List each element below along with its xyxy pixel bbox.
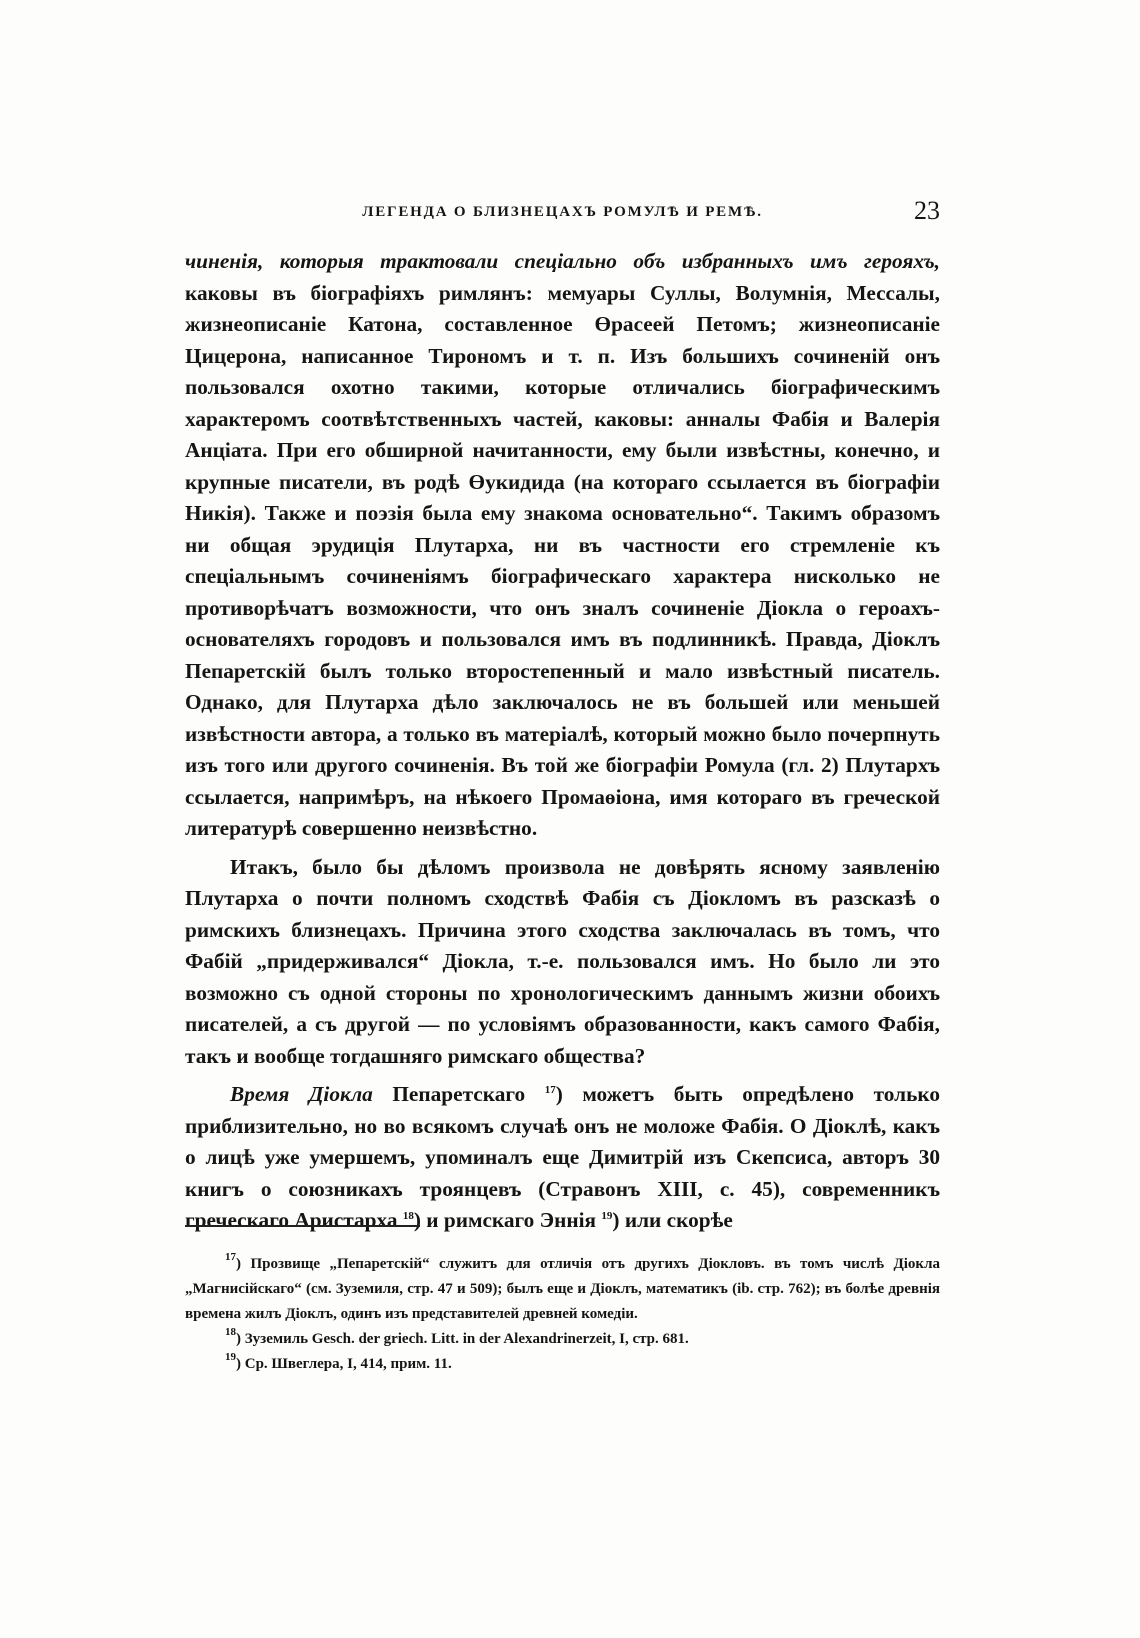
footnote-19-text: ) Ср. Швеглера, I, 414, прим. 11. <box>236 1356 452 1372</box>
paragraph-1-italic-start: чиненія, которыя трактовали спеціально объ избранныхъ имъ герояхъ, <box>185 249 940 273</box>
page-number: 23 <box>914 196 940 225</box>
paragraph-3-text-b: ) можетъ быть опредѣлено только приблизительно, но во всякомъ случаѣ онъ не моложе Фабія. О Діоклѣ, какъ о лицѣ уже умершемъ, упоминалъ еще Димитрій изъ Скепсиса, авторъ 30 книгъ о союзникахъ троянцевъ (Стравонъ XIII, с. 45), современникъ греческаго Аристарха <box>185 1082 940 1232</box>
footnote-ref-19: 19 <box>601 1210 613 1222</box>
paragraph-3-italic-start: Время Діокла <box>230 1082 373 1106</box>
footnote-19-mark: 19 <box>225 1351 236 1363</box>
paragraph-1-text: каковы въ біографіяхъ римлянъ: мемуары Суллы, Волумнія, Мессалы, жизнеописаніе Катона, составленное Өрасеей Петомъ; жизнеописаніе Цицерона, написанное Тирономъ и т. п. Изъ большихъ сочиненій онъ пользовался охотно такими, которые отличались біографическимъ характеромъ соотвѣтственныхъ частей, каковы: анналы Фабія и Валерія Анціата. При его обширной начитанности, ему были извѣстны, конечно, и крупные писатели, въ родѣ Өукидида (на котораго ссылается въ біографіи Никія). Также и поэзія была ему знакома основательно“. Такимъ образомъ ни общая эрудиція Плутарха, ни въ частности его стремленіе къ спеціальнымъ сочиненіямъ біографическаго характера нисколько не противорѣчатъ возможности, что онъ зналъ сочиненіе Діокла о героахъ-основателяхъ городовъ и пользовался имъ въ подлинникѣ. Правда, Діоклъ Пепаретскій былъ только второстепенный и мало извѣстный писатель. Однако, для Плутарха дѣло заключалось не въ большей или меньшей извѣстности автора, а только въ матеріалѣ, который можно было почерпнуть изъ того или другого сочиненія. Въ той же біографіи Ромула (гл. 2) Плутархъ ссылается, напримѣръ, на нѣкоего Промаөіона, имя котораго въ греческой литературѣ совершенно неизвѣстно. <box>185 280 940 840</box>
main-text <box>185 246 940 1237</box>
footnote-18 <box>185 1327 940 1352</box>
footnotes <box>185 1252 940 1377</box>
footnote-17 <box>185 1252 940 1327</box>
footnote-17-mark: 17 <box>225 1251 236 1263</box>
paragraph-3-text-d: ) или скорѣе <box>612 1208 733 1232</box>
footnote-18-text: ) Зуземиль Gesch. der griech. Litt. in der Alexandrinerzeit, I, стр. 681. <box>236 1331 689 1347</box>
paragraph-3 <box>185 1079 940 1237</box>
footnote-19 <box>185 1352 940 1377</box>
paragraph-2: Итакъ, было бы дѣломъ произвола не довѣрять ясному заявленію Плутарха о почти полномъ сходствѣ Фабія съ Діокломъ въ разсказѣ о римскихъ близнецахъ. Причина этого сходства заключалась въ томъ, что Фабій „придерживался“ Діокла, т.-е. пользовался имъ. Но было ли это возможно съ одной стороны по хронологическимъ даннымъ жизни обоихъ писателей, а съ другой — по условіямъ образованности, какъ самого Фабія, такъ и вообще тогдашняго римскаго общества? <box>185 854 940 1068</box>
footnote-ref-17: 17 <box>544 1084 556 1096</box>
footnote-divider <box>185 1225 420 1227</box>
footnote-18-mark: 18 <box>225 1326 236 1338</box>
paragraph-3-text-c: ) и римскаго Эннія <box>413 1208 597 1232</box>
page-header <box>185 196 940 232</box>
footnote-17-text: ) Прозвище „Пепаретскій“ служитъ для отличія отъ другихъ Діокловъ. въ томъ числѣ Діокла „Магнисійскаго“ (см. Зуземиля, стр. 47 и 509); былъ еще и Діоклъ, математикъ (ib. стр. 762); въ болѣе древнія времена жилъ Діоклъ, одинъ изъ представителей древней комедіи. <box>185 1256 940 1322</box>
paragraph-3-text-a: Пепаретскаго <box>392 1082 526 1106</box>
running-title: ЛЕГЕНДА О БЛИЗНЕЦАХЪ РОМУЛѢ И РЕМѢ. <box>362 204 763 220</box>
footnote-ref-18: 18 <box>402 1210 414 1222</box>
paragraph-1 <box>185 246 940 845</box>
